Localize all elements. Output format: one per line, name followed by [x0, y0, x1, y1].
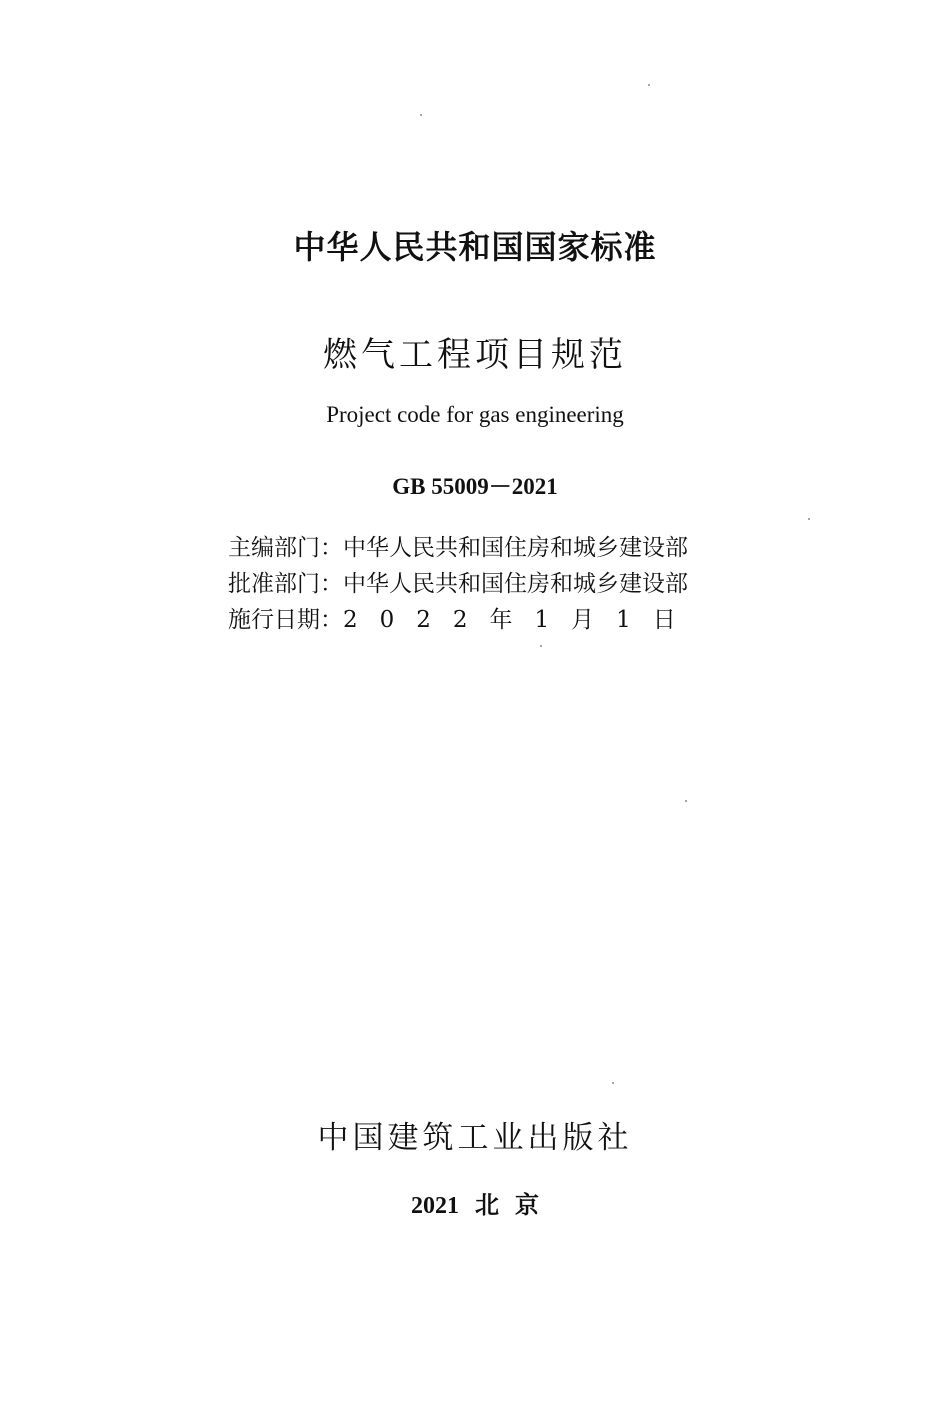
scan-speck — [808, 518, 810, 520]
approver-label: 批准部门： — [228, 571, 343, 597]
approver-value: 中华人民共和国住房和城乡建设部 — [343, 571, 688, 597]
publisher: 中国建筑工业出版社 — [317, 1120, 633, 1156]
scan-speck — [612, 1082, 614, 1084]
standard-header: 中华人民共和国国家标准 — [293, 228, 657, 266]
standard-code: GB 55009－2021 — [392, 474, 558, 499]
title-english: Project code for gas engineering — [326, 402, 624, 427]
approver-row — [228, 566, 828, 602]
scan-speck — [685, 800, 687, 802]
editor-label: 主编部门： — [228, 535, 343, 561]
scan-speck — [648, 84, 650, 86]
date-value: 2022年1月1日 — [343, 607, 698, 633]
date-label: 施行日期： — [228, 607, 343, 633]
editor-row — [228, 530, 828, 566]
publication-year-place: 2021 北 京 — [411, 1193, 539, 1219]
editor-value: 中华人民共和国住房和城乡建设部 — [343, 535, 688, 561]
title-chinese: 燃气工程项目规范 — [323, 335, 627, 375]
scan-speck — [420, 114, 422, 116]
metadata-block — [228, 530, 828, 638]
date-row — [228, 602, 828, 638]
scan-speck — [540, 645, 542, 647]
